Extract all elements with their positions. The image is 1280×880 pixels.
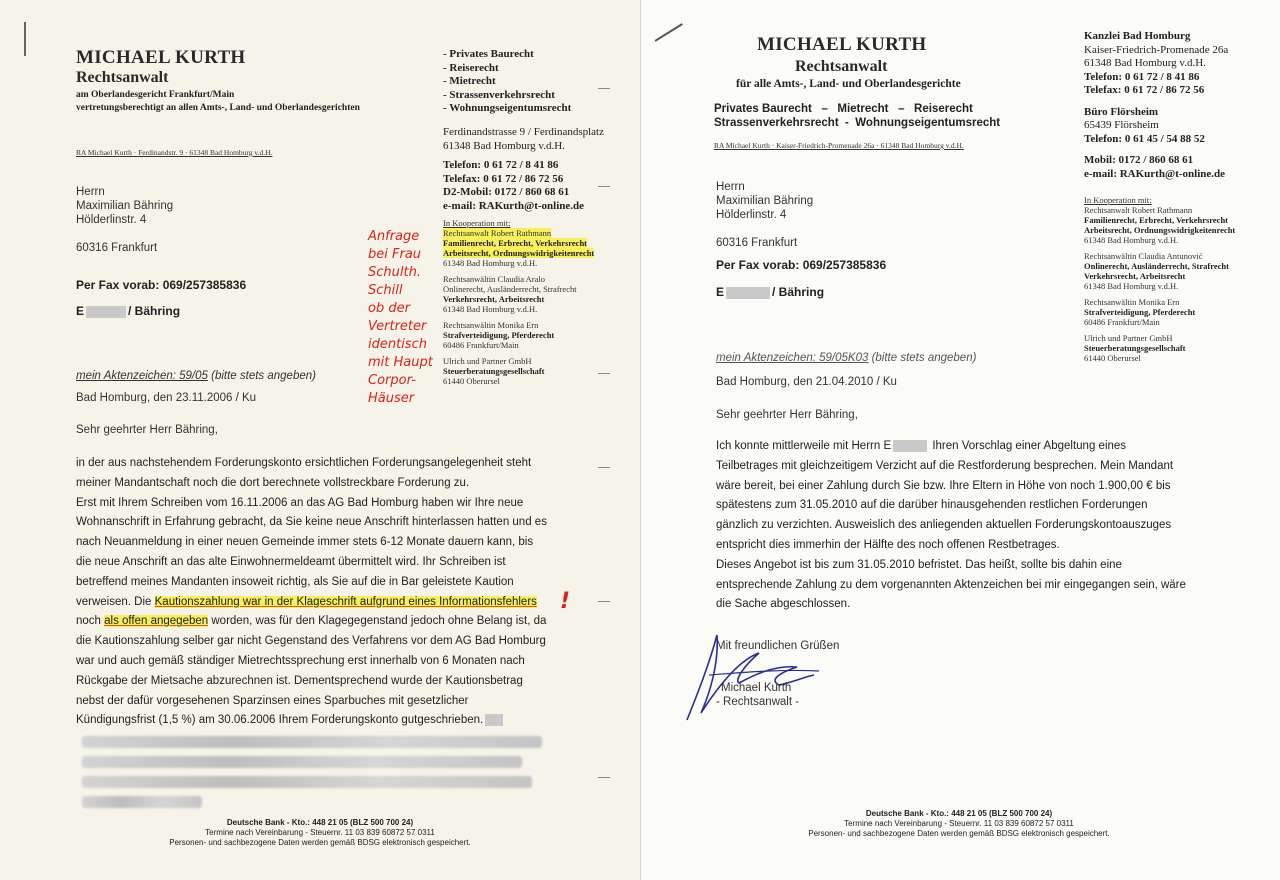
body-line: wäre bereit, bei einer Zahlung durch Sie bzw. Ihre Eltern in Höhe von noch 1.900,00 € bis bbox=[716, 479, 1171, 492]
coop-name: Rechtsanwalt Robert Rathmann bbox=[1084, 205, 1193, 215]
recipient-line: Maximilian Bähring bbox=[76, 200, 174, 212]
recipient-address bbox=[76, 185, 173, 255]
body-line: nebst der dafür vorgesehenen Sparzinsen eines Sparbuches mit gesetzlicher bbox=[76, 694, 469, 707]
body-line: die Kautionszahlung selber gar nicht Gegenstand des Verfahrens vor dem AG Bad Homburg bbox=[76, 635, 546, 648]
email: e-mail: RAKurth@t-online.de bbox=[443, 199, 584, 212]
recipient-line: 60316 Frankfurt bbox=[716, 237, 798, 249]
coop-name: Rechtsanwältin Claudia Antunović bbox=[1084, 251, 1203, 261]
coop-city: 61348 Bad Homburg v.d.H. bbox=[1084, 281, 1179, 291]
punch-mark bbox=[24, 22, 26, 56]
coop-areas: Verkehrsrecht, Arbeitsrecht bbox=[443, 294, 545, 304]
practice-areas-line-1: Privates Baurecht – Mietrecht – Reiserecht bbox=[714, 103, 973, 115]
coop-city: 60486 Frankfurt/Main bbox=[443, 340, 519, 350]
coop-partner bbox=[1084, 251, 1264, 291]
letter-date: Bad Homburg, den 23.11.2006 / Ku bbox=[76, 392, 257, 404]
coop-city: 61348 Bad Homburg v.d.H. bbox=[443, 258, 538, 268]
note-line: Anfrage bbox=[368, 229, 420, 244]
practice-area: - Privates Baurecht bbox=[443, 48, 534, 60]
practice-areas bbox=[443, 48, 571, 116]
branch-phone: Telefon: 0 61 45 / 54 88 52 bbox=[1084, 132, 1205, 145]
cooperation-heading: In Kooperation mit: bbox=[443, 218, 511, 228]
coop-areas: Strafverteidigung, Pferderecht bbox=[443, 330, 555, 340]
coop-name: Ulrich und Partner GmbH bbox=[1084, 333, 1173, 343]
sender-line: RA Michael Kurth · Kaiser-Friedrich-Promenade 26a · 61348 Bad Homburg v.d.H. bbox=[714, 141, 964, 150]
phone: Telefon: 0 61 72 / 8 41 86 bbox=[443, 159, 559, 171]
greeting: Sehr geehrter Herr Bähring, bbox=[76, 424, 218, 436]
reference-number: mein Aktenzeichen: 59/05 bbox=[76, 370, 208, 382]
signer-name: Michael Kurth bbox=[721, 682, 792, 694]
tax-number: Termine nach Vereinbarung - Steuernr. 11 03 839 60872 57 0311 bbox=[205, 828, 435, 837]
practice-areas-line-2: Strassenverkehrsrecht - Wohnungseigentumsrecht bbox=[714, 117, 1001, 129]
note-line: bei Frau bbox=[368, 247, 422, 262]
note-line: mit Haupt bbox=[368, 355, 433, 370]
body-line: meiner Mandantschaft noch die dort berechnete vollstreckbare Forderung zu. bbox=[76, 476, 470, 489]
coop-areas: Strafverteidigung, Pferderecht bbox=[1084, 307, 1196, 317]
note-line: Vertreter bbox=[368, 319, 427, 334]
coop-name: Rechtsanwalt Robert Rathmann bbox=[443, 228, 552, 238]
subject-line: E / Bähring bbox=[716, 285, 825, 299]
highlighted-text: Kautionszahlung war in der Klageschrift aufgrund eines Informationsfehlers bbox=[154, 595, 537, 608]
reference-number: mein Aktenzeichen: 59/05K03 bbox=[716, 352, 869, 364]
privacy-note: Personen- und sachbezogene Daten werden gemäß BDSG elektronisch gespeichert. bbox=[169, 838, 471, 847]
cooperation-block bbox=[443, 218, 618, 386]
coop-partner bbox=[443, 320, 618, 350]
bank-details: Deutsche Bank - Kto.: 448 21 05 (BLZ 500 700 24) bbox=[865, 809, 1053, 818]
coop-city: 60486 Frankfurt/Main bbox=[1084, 317, 1160, 327]
body-line: verweisen. Die Kautionszahlung war in der Klageschrift aufgrund eines Informationsfehlers bbox=[76, 595, 537, 608]
footer bbox=[759, 809, 1159, 839]
coop-areas: Arbeitsrecht, Ordnungswidrigkeitenrecht bbox=[443, 248, 595, 258]
privacy-note: Personen- und sachbezogene Daten werden gemäß BDSG elektronisch gespeichert. bbox=[808, 829, 1110, 838]
cooperation-block bbox=[1084, 195, 1264, 363]
recipient-line: 60316 Frankfurt bbox=[76, 242, 158, 254]
coop-areas: Familienrecht, Erbrecht, Verkehrsrecht bbox=[443, 238, 588, 248]
body-line: war und auch gemäß ständiger Mietrechtssprechung erst innerhalb von 6 Monaten nach bbox=[76, 654, 525, 667]
court-line-1: am Oberlandesgericht Frankfurt/Main bbox=[76, 90, 235, 100]
highlighted-text: als offen angegeben bbox=[104, 615, 209, 628]
coop-areas: Onlinerecht, Ausländerrecht, Strafrecht bbox=[443, 284, 577, 294]
coop-areas: Arbeitsrecht, Ordnungswidrigkeitenrecht bbox=[1084, 225, 1236, 235]
closing: Mit freundlichen Grüßen bbox=[716, 640, 840, 652]
sender-line: RA Michael Kurth · Ferdinandstr. 9 · 61348 Bad Homburg v.d.H. bbox=[76, 148, 273, 157]
coop-city: 61440 Oberursel bbox=[443, 376, 500, 386]
recipient-line: Maximilian Bähring bbox=[716, 195, 814, 207]
handwritten-note bbox=[368, 228, 448, 408]
cooperation-heading: In Kooperation mit: bbox=[1084, 195, 1152, 205]
note-line: Schulth. bbox=[368, 265, 421, 280]
coop-partner bbox=[1084, 297, 1264, 327]
footer bbox=[120, 818, 520, 848]
coop-city: 61348 Bad Homburg v.d.H. bbox=[1084, 235, 1179, 245]
redacted-name bbox=[893, 440, 927, 452]
office-block bbox=[1084, 30, 1228, 181]
tax-number: Termine nach Vereinbarung - Steuernr. 11 03 839 60872 57 0311 bbox=[844, 819, 1074, 828]
letter-date: Bad Homburg, den 21.04.2010 / Ku bbox=[716, 376, 897, 388]
subject-line: E / Bähring bbox=[76, 304, 181, 318]
lawyer-title: Rechtsanwalt bbox=[795, 58, 888, 75]
coop-partner bbox=[1084, 333, 1264, 363]
body-line: betreffend meines Mandanten insoweit richtig, als Sie auf die in Bar geleistete Kaution bbox=[76, 575, 514, 588]
exclamation-mark: ! bbox=[560, 589, 571, 614]
practice-area: - Reiserecht bbox=[443, 61, 499, 74]
office-heading: Kanzlei Bad Homburg bbox=[1084, 30, 1191, 42]
recipient-line: Hölderlinstr. 4 bbox=[76, 214, 147, 226]
court-line-2: vertretungsberechtigt an allen Amts-, Land- und Oberlandesgerichten bbox=[76, 103, 360, 113]
letter-2010 bbox=[641, 0, 1280, 880]
coop-name: Rechtsanwältin Monika Ern bbox=[1084, 297, 1180, 307]
coop-areas: Steuerberatungsgesellschaft bbox=[443, 366, 545, 376]
lawyer-name: MICHAEL KURTH bbox=[757, 34, 927, 55]
reference-line: mein Aktenzeichen: 59/05K03 (bitte stets angeben) bbox=[716, 352, 977, 364]
body-line: Ich konnte mittlerweile mit Herrn E Ihren Vorschlag einer Abgeltung eines bbox=[716, 440, 1127, 452]
body-line: spätestens zum 31.05.2010 auf die darüber hinausgehenden restlichen Forderungen bbox=[716, 499, 1148, 512]
phone: Telefon: 0 61 72 / 8 41 86 bbox=[1084, 70, 1200, 83]
body-line: in der aus nachstehendem Forderungskonto ersichtlichen Forderungsangelegenheit steht bbox=[76, 457, 532, 469]
office-line: Kaiser-Friedrich-Promenade 26a bbox=[1084, 43, 1229, 56]
body-line: Wohnanschrift in Erfahrung gebracht, da Sie keine neue Anschrift hinterlassen hatten und es bbox=[76, 516, 547, 529]
greeting: Sehr geehrter Herr Bähring, bbox=[716, 409, 858, 421]
recipient-line: Hölderlinstr. 4 bbox=[716, 209, 787, 221]
reference-line: mein Aktenzeichen: 59/05 (bitte stets angeben) bbox=[76, 370, 316, 382]
letter-body bbox=[76, 454, 576, 731]
recipient-address bbox=[716, 180, 813, 250]
mobile: D2-Mobil: 0172 / 860 68 61 bbox=[443, 186, 570, 198]
office-line: 61348 Bad Homburg v.d.H. bbox=[443, 139, 565, 152]
practice-area: - Wohnungseigentumsrecht bbox=[443, 102, 572, 114]
pen-mark bbox=[655, 23, 683, 41]
coop-city: 61440 Oberursel bbox=[1084, 353, 1141, 363]
note-line: Häuser bbox=[368, 391, 415, 406]
signer-title: - Rechtsanwalt - bbox=[716, 696, 800, 708]
coop-partner bbox=[1084, 205, 1264, 245]
mobile: Mobil: 0172 / 860 68 61 bbox=[1084, 154, 1194, 166]
office-line: Ferdinandstrasse 9 / Ferdinandsplatz bbox=[443, 126, 604, 138]
body-line: Erst mit Ihrem Schreiben vom 16.11.2006 an das AG Bad Homburg haben wir Ihre neue bbox=[76, 496, 524, 509]
coop-areas: Steuerberatungsgesellschaft bbox=[1084, 343, 1186, 353]
fax-line: Per Fax vorab: 069/257385836 bbox=[76, 278, 247, 292]
branch-heading: Büro Flörsheim bbox=[1084, 105, 1159, 118]
recipient-line: Herrn bbox=[76, 186, 105, 198]
note-line: Corpor- bbox=[368, 373, 416, 388]
email: e-mail: RAKurth@t-online.de bbox=[1084, 167, 1225, 180]
coop-partner bbox=[443, 274, 618, 314]
body-line: Dieses Angebot ist bis zum 31.05.2010 befristet. Das heißt, sollte bis dahin eine bbox=[716, 558, 1122, 571]
note-line: identisch bbox=[368, 337, 427, 352]
lawyer-title: Rechtsanwalt bbox=[76, 69, 169, 86]
coop-areas: Onlinerecht, Ausländerrecht, Strafrecht bbox=[1084, 261, 1229, 271]
body-line: entspricht dies immerhin der Hälfte des noch offenen Restbetrages. bbox=[716, 538, 1060, 551]
note-line: ob der bbox=[368, 301, 410, 316]
office-line: 61348 Bad Homburg v.d.H. bbox=[1084, 57, 1206, 69]
coop-areas: Familienrecht, Erbrecht, Verkehrsrecht bbox=[1084, 215, 1229, 225]
redacted-name bbox=[726, 287, 770, 299]
recipient-line: Herrn bbox=[716, 181, 745, 193]
redacted-name bbox=[86, 306, 126, 318]
fax-line: Per Fax vorab: 069/257385836 bbox=[716, 258, 887, 272]
coop-name: Ulrich und Partner GmbH bbox=[443, 356, 532, 366]
coop-areas: Verkehrsrecht, Arbeitsrecht bbox=[1084, 271, 1186, 281]
lawyer-name: MICHAEL KURTH bbox=[76, 47, 246, 68]
coop-partner bbox=[443, 228, 618, 268]
note-line: Schill bbox=[368, 283, 403, 298]
signature bbox=[679, 625, 829, 725]
court-line: für alle Amts-, Land- und Oberlandesgerichte bbox=[736, 78, 961, 90]
body-line: die neue Anschrift an das alte Einwohnermeldeamt übermittelt wird. Ihr Schreiben ist bbox=[76, 555, 506, 568]
fax-number: Telefax: 0 61 72 / 86 72 56 bbox=[1084, 84, 1205, 96]
body-line: Teilbetrages mit gleichzeitigem Verzicht auf die Restforderung besprechen. Mein Mandant bbox=[716, 459, 1174, 472]
contact-block bbox=[443, 159, 584, 213]
coop-name: Rechtsanwältin Monika Ern bbox=[443, 320, 539, 330]
letter-body bbox=[716, 437, 1216, 615]
coop-partner bbox=[443, 356, 618, 386]
body-line: noch als offen angegeben worden, was für den Klagegegenstand jedoch ohne Belang ist, da bbox=[76, 615, 547, 628]
body-line: nach Neuanmeldung in einer neuen Gemeinde immer stets 6-12 Monate dauern kann, bis bbox=[76, 536, 534, 549]
body-line: gänzlich zu verzichten. Ausweislich des anliegenden aktuellen Forderungskontoauszuges bbox=[716, 519, 1172, 532]
branch-line: 65439 Flörsheim bbox=[1084, 119, 1159, 131]
practice-area: - Strassenverkehrsrecht bbox=[443, 88, 555, 101]
office-address bbox=[443, 126, 604, 153]
practice-area: - Mietrecht bbox=[443, 75, 496, 87]
bank-details: Deutsche Bank - Kto.: 448 21 05 (BLZ 500 700 24) bbox=[226, 818, 414, 827]
fax-number: Telefax: 0 61 72 / 86 72 56 bbox=[443, 172, 564, 185]
body-line: Kündigungsfrist (1,5 %) am 30.06.2006 Ihrem Forderungskonto gutgeschrieben. bbox=[76, 711, 576, 731]
body-line: entsprechende Zahlung zu dem vorgenannten Aktenzeichen bei mir eingegangen sein, wäre bbox=[716, 578, 1186, 591]
body-line: Rückgabe der Mietsache abzurechnen ist. Dementsprechend wurde der Kautionsbetrag bbox=[76, 674, 523, 687]
coop-name: Rechtsanwältin Claudia Aralo bbox=[443, 274, 545, 284]
coop-city: 61348 Bad Homburg v.d.H. bbox=[443, 304, 538, 314]
body-line: die Sache abgeschlossen. bbox=[716, 598, 851, 611]
